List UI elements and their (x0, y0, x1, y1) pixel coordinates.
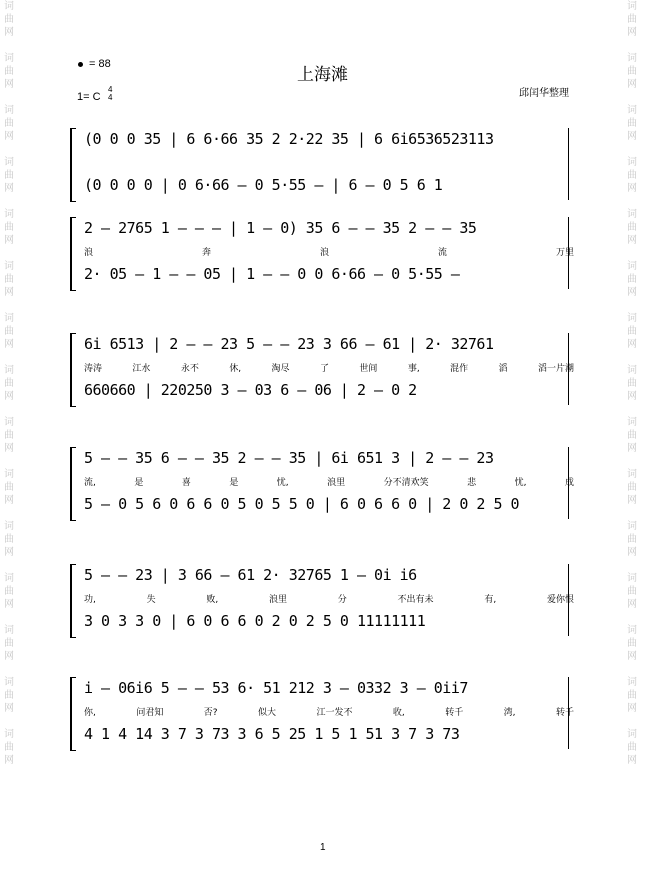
watermark-gap (2, 247, 16, 260)
watermark-gap (2, 39, 16, 52)
system-brace (70, 564, 76, 638)
watermark-char: 曲 (627, 14, 637, 25)
watermark-char: 曲 (627, 638, 637, 649)
watermark-char: 曲 (4, 274, 14, 285)
watermark-char: 词 (627, 53, 637, 64)
watermark-char: 网 (627, 235, 637, 246)
watermark-char: 词 (4, 313, 14, 324)
tempo-value: = 88 (89, 58, 111, 70)
watermark-char: 网 (627, 27, 637, 38)
watermark-char: 曲 (627, 430, 637, 441)
watermark-char: 词 (4, 209, 14, 220)
watermark-char: 网 (627, 599, 637, 610)
melody-line: 6i 6513 | 2 – – 23 5 – – 23 3 66 – 61 | 2· 32761 (84, 335, 494, 353)
watermark-gap (2, 715, 16, 728)
watermark-char: 曲 (4, 482, 14, 493)
lyric-word: 分 (337, 595, 347, 605)
watermark-gap (2, 663, 16, 676)
watermark-char: 曲 (4, 638, 14, 649)
lyric-word: 浪 (319, 248, 329, 258)
watermark-right (625, 0, 639, 780)
lyric-word: 了 (319, 364, 329, 374)
watermark-char: 网 (4, 391, 14, 402)
watermark-char: 曲 (627, 482, 637, 493)
score-system (70, 564, 574, 639)
watermark-gap (2, 351, 16, 364)
watermark-gap (2, 507, 16, 520)
watermark-char: 词 (4, 573, 14, 584)
watermark-char: 曲 (627, 690, 637, 701)
lyric-word: 浪里 (327, 478, 346, 488)
watermark-char: 网 (4, 443, 14, 454)
lyric-word: 成 (564, 478, 574, 488)
score-system (70, 333, 574, 408)
melody-line: i – 06i6 5 – – 53 6· 51 212 3 – 0332 3 – 0ii7 (84, 679, 468, 697)
watermark-gap (2, 91, 16, 104)
watermark-char: 网 (627, 339, 637, 350)
watermark-char: 曲 (4, 742, 14, 753)
watermark-char: 词 (4, 625, 14, 636)
barline (568, 677, 569, 749)
watermark-char: 词 (4, 1, 14, 12)
watermark-char: 词 (4, 729, 14, 740)
lyric-word: 爱你恨 (546, 595, 574, 605)
watermark-char: 网 (4, 495, 14, 506)
watermark-gap (2, 559, 16, 572)
system-brace (70, 677, 76, 751)
barline (568, 447, 569, 519)
watermark-char: 曲 (627, 66, 637, 77)
barline (568, 564, 569, 636)
watermark-char: 词 (4, 521, 14, 532)
watermark-gap (625, 507, 639, 520)
barline (568, 217, 569, 289)
lyric-word: 流, (84, 478, 96, 488)
watermark-gap (625, 91, 639, 104)
watermark-char: 词 (4, 157, 14, 168)
lyric-word: 失 (146, 595, 156, 605)
watermark-gap (625, 39, 639, 52)
watermark-gap (625, 299, 639, 312)
system-brace (70, 128, 76, 202)
watermark-gap (625, 715, 639, 728)
system-brace (70, 217, 76, 291)
watermark-char: 词 (4, 365, 14, 376)
watermark-char: 词 (4, 677, 14, 688)
watermark-char: 曲 (627, 586, 637, 597)
lyric-word: 浪 (84, 248, 94, 258)
watermark-gap (625, 351, 639, 364)
watermark-gap (625, 559, 639, 572)
watermark-gap (2, 611, 16, 624)
lyric-word: 万里 (555, 248, 574, 258)
lyric-word: 江一发不 (316, 708, 353, 718)
lyrics-line (84, 361, 574, 374)
watermark-char: 曲 (627, 118, 637, 129)
page-number: 1 (320, 842, 326, 853)
watermark-char: 网 (627, 131, 637, 142)
watermark-gap (625, 611, 639, 624)
watermark-char: 曲 (627, 326, 637, 337)
watermark-char: 词 (627, 625, 637, 636)
lyric-word: 悲 (467, 478, 477, 488)
watermark-gap (625, 663, 639, 676)
lyrics-line (84, 705, 574, 718)
page-title: 上海滩 (297, 65, 348, 85)
lyric-word: 是 (134, 478, 144, 488)
watermark-char: 词 (627, 469, 637, 480)
lyric-word: 问君知 (136, 708, 164, 718)
melody-line: 2 – 2765 1 – – – | 1 – 0) 35 6 – – 35 2 – – 35 (84, 219, 477, 237)
lyric-word: 涛涛 (84, 364, 103, 374)
watermark-char: 网 (4, 79, 14, 90)
watermark-gap (2, 767, 16, 780)
lyric-word: 永不 (180, 364, 199, 374)
watermark-gap (2, 195, 16, 208)
watermark-char: 网 (4, 339, 14, 350)
lyric-word: 转千 (445, 708, 464, 718)
lyric-word: 休, (229, 364, 242, 374)
accompaniment-line: 2· 05 – 1 – – 05 | 1 – – 0 0 6·66 – 0 5·55 – (84, 265, 460, 283)
watermark-gap (2, 455, 16, 468)
watermark-gap (2, 299, 16, 312)
watermark-char: 网 (4, 755, 14, 766)
watermark-char: 网 (4, 235, 14, 246)
watermark-gap (2, 403, 16, 416)
watermark-char: 词 (627, 261, 637, 272)
lyric-word: 混作 (450, 364, 469, 374)
watermark-char: 词 (4, 105, 14, 116)
lyrics-line (84, 245, 574, 258)
watermark-char: 词 (627, 417, 637, 428)
score-system (70, 128, 570, 203)
watermark-char: 网 (4, 27, 14, 38)
watermark-gap (625, 403, 639, 416)
score-system (70, 447, 574, 522)
watermark-char: 曲 (4, 170, 14, 181)
watermark-char: 词 (4, 417, 14, 428)
watermark-char: 网 (4, 183, 14, 194)
melody-line: (0 0 0 35 | 6 6·66 35 2 2·22 35 | 6 6i6536523113 (84, 130, 494, 148)
watermark-char: 网 (627, 443, 637, 454)
lyric-word: 江水 (132, 364, 151, 374)
watermark-char: 网 (4, 131, 14, 142)
accompaniment-line: 4 1 4 14 3 7 3 73 3 6 5 25 1 5 1 51 3 7 3 73 (84, 725, 460, 743)
lyric-word: 忧, (514, 478, 527, 488)
lyric-word: 浪里 (269, 595, 288, 605)
watermark-char: 曲 (627, 378, 637, 389)
watermark-char: 词 (627, 313, 637, 324)
lyric-word: 收, (392, 708, 405, 718)
accompaniment-line: 3 0 3 3 0 | 6 0 6 6 0 2 0 2 5 0 11111111 (84, 612, 426, 630)
lyric-word: 忧, (276, 478, 289, 488)
lyric-word: 分不清欢笑 (383, 478, 429, 488)
watermark-char: 网 (627, 755, 637, 766)
lyric-word: 否? (203, 708, 218, 718)
watermark-char: 曲 (627, 274, 637, 285)
watermark-char: 词 (627, 521, 637, 532)
lyric-word: 世间 (359, 364, 378, 374)
watermark-char: 曲 (4, 586, 14, 597)
lyric-word: 奔 (201, 248, 211, 258)
watermark-char: 词 (627, 729, 637, 740)
watermark-char: 词 (4, 469, 14, 480)
watermark-char: 曲 (4, 378, 14, 389)
time-signature (108, 86, 112, 102)
lyric-word: 败, (206, 595, 219, 605)
watermark-char: 网 (627, 495, 637, 506)
lyric-word: 湾, (503, 708, 516, 718)
watermark-char: 词 (627, 677, 637, 688)
watermark-char: 曲 (627, 742, 637, 753)
watermark-char: 曲 (627, 170, 637, 181)
score-system (70, 677, 574, 752)
lyric-word: 有, (484, 595, 497, 605)
watermark-char: 曲 (4, 66, 14, 77)
lyric-word: 功, (84, 595, 96, 605)
accompaniment-line: 5 – 0 5 6 0 6 6 0 5 0 5 5 0 | 6 0 6 6 0 | 2 0 2 5 0 (84, 495, 520, 513)
time-sig-top: 4 (108, 85, 113, 94)
watermark-char: 曲 (4, 14, 14, 25)
score-system (70, 217, 574, 292)
lyric-word: 淘尽 (271, 364, 290, 374)
lyric-word: 事, (407, 364, 420, 374)
time-sig-bottom: 4 (108, 93, 113, 102)
lyric-word: 滔一片潮 (537, 364, 574, 374)
melody-line: 5 – – 23 | 3 66 – 61 2· 32765 1 – 0i i6 (84, 566, 417, 584)
barline (568, 333, 569, 405)
watermark-char: 网 (627, 651, 637, 662)
system-brace (70, 333, 76, 407)
watermark-char: 曲 (4, 118, 14, 129)
watermark-char: 网 (627, 547, 637, 558)
watermark-char: 词 (627, 573, 637, 584)
watermark-char: 词 (627, 209, 637, 220)
watermark-char: 词 (627, 157, 637, 168)
watermark-char: 词 (627, 1, 637, 12)
watermark-gap (625, 767, 639, 780)
lyric-word: 滔 (498, 364, 508, 374)
lyric-word: 喜 (181, 478, 191, 488)
lyric-word: 是 (229, 478, 239, 488)
accompaniment-line: 660660 | 220250 3 – 03 6 – 06 | 2 – 0 2 (84, 381, 417, 399)
key-signature: 1= C (77, 91, 101, 103)
watermark-char: 网 (627, 183, 637, 194)
watermark-left (2, 0, 16, 780)
watermark-char: 网 (4, 651, 14, 662)
lyrics-line (84, 592, 574, 605)
watermark-char: 曲 (4, 430, 14, 441)
watermark-gap (625, 195, 639, 208)
watermark-gap (2, 143, 16, 156)
watermark-char: 曲 (4, 534, 14, 545)
lyrics-line (84, 475, 574, 488)
watermark-char: 网 (627, 391, 637, 402)
watermark-char: 曲 (4, 690, 14, 701)
lyric-word: 转千 (555, 708, 574, 718)
watermark-char: 网 (4, 287, 14, 298)
watermark-gap (625, 247, 639, 260)
watermark-char: 曲 (627, 222, 637, 233)
watermark-char: 网 (627, 79, 637, 90)
watermark-char: 词 (4, 53, 14, 64)
watermark-gap (625, 455, 639, 468)
melody-line: 5 – – 35 6 – – 35 2 – – 35 | 6i 651 3 | 2 – – 23 (84, 449, 494, 467)
watermark-char: 网 (4, 703, 14, 714)
lyric-word: 似大 (257, 708, 276, 718)
watermark-char: 曲 (4, 222, 14, 233)
watermark-char: 词 (627, 105, 637, 116)
watermark-char: 网 (627, 287, 637, 298)
watermark-char: 词 (4, 261, 14, 272)
lyric-word: 不出有未 (397, 595, 434, 605)
watermark-char: 曲 (4, 326, 14, 337)
watermark-char: 词 (627, 365, 637, 376)
lyric-word: 流 (437, 248, 447, 258)
barline (568, 128, 569, 200)
accompaniment-line: (0 0 0 0 | 0 6·66 – 0 5·55 – | 6 – 0 5 6 1 (84, 176, 443, 194)
watermark-char: 网 (4, 547, 14, 558)
system-brace (70, 447, 76, 521)
arranger-credit: 邱闰华整理 (519, 88, 569, 99)
watermark-char: 网 (4, 599, 14, 610)
watermark-char: 曲 (627, 534, 637, 545)
watermark-gap (625, 143, 639, 156)
watermark-char: 网 (627, 703, 637, 714)
lyric-word: 你, (84, 708, 96, 718)
